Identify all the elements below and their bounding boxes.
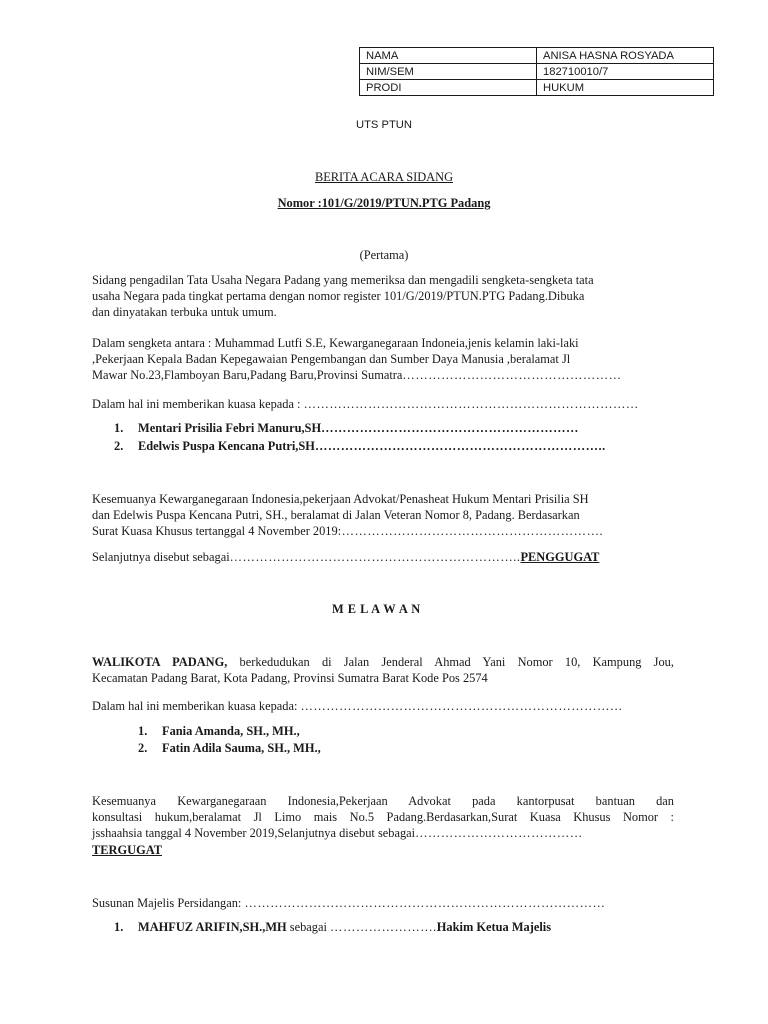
- intro-line: Sidang pengadilan Tata Usaha Negara Padang yang memeriksa dan mengadili sengketa-sengketa tata: [92, 273, 594, 287]
- versus-heading: M E L A W A N: [332, 602, 421, 616]
- note-line-wrap: [92, 523, 674, 539]
- attorney-dots: ……………………………………………………: [321, 421, 579, 435]
- identity-value: ANISA HASNA ROSYADA: [537, 48, 714, 64]
- note-line: Surat Kuasa Khusus tertanggal 4 November 2019: [92, 524, 338, 538]
- doc-title-wrap: [0, 169, 768, 185]
- defendant-paragraph: [92, 654, 674, 686]
- note-line: jsshaahsia tanggal 4 November 2019,Selanjutnya disebut sebagai: [92, 826, 416, 840]
- defendant-line: berkedudukan di Jalan Jenderal Ahmad Yani Nomor 10, Kampung Jou,: [227, 655, 674, 669]
- plaintiff-line-wrap: [92, 367, 674, 383]
- plaintiff-paragraph: [92, 335, 674, 383]
- identity-label: NAMA: [360, 48, 537, 64]
- plaintiff-line: ,Pekerjaan Kepala Badan Kepegawaian Pengembangan dan Sumber Daya Manusia ,beralamat Jl: [92, 352, 571, 366]
- plaintiff-power: [92, 396, 639, 412]
- plaintiff-line: Mawar No.23,Flamboyan Baru,Padang Baru,Provinsi Sumatra: [92, 368, 403, 382]
- panel-member-item: [114, 919, 551, 935]
- identity-value: 182710010/7: [537, 64, 714, 80]
- defendant-power-text: Dalam hal ini memberikan kuasa kepada:: [92, 699, 301, 713]
- plaintiff-attorney-item: [114, 420, 579, 436]
- intro-paragraph: [92, 272, 674, 320]
- defendant-line: Kecamatan Padang Barat, Kota Padang, Provinsi Sumatra Barat Kode Pos 2574: [92, 671, 488, 685]
- member-as: sebagai: [286, 920, 331, 934]
- attorney-name: Mentari Prisilia Febri Manuru,SH: [138, 421, 322, 435]
- defendant-power: [92, 698, 623, 714]
- note-line: Kesemuanya Kewarganegaraan Indonesia,Pekerjaan Advokat pada kantorpusat bantuan dan: [92, 794, 674, 808]
- intro-line: usaha Negara pada tingkat pertama dengan nomor register 101/G/2019/PTUN.PTG Padang.Dibuka: [92, 289, 585, 303]
- plaintiff-line-dots: ……………………………………………: [402, 368, 622, 382]
- identity-label: NIM/SEM: [360, 64, 537, 80]
- member-dots: …………………….: [330, 920, 437, 934]
- defendant-note: [92, 793, 674, 841]
- defendant-attorney-item: [138, 723, 300, 739]
- note-line: dan Edelwis Puspa Kencana Putri, SH., beralamat di Jalan Veteran Nomor 8, Padang. Berdasarkan: [92, 508, 580, 522]
- list-number: 2.: [138, 741, 148, 755]
- referred-dots: …………………………………………………………..: [229, 550, 521, 564]
- identity-label: PRODI: [360, 80, 537, 96]
- identity-row: [360, 80, 714, 96]
- note-line: Kesemuanya Kewarganegaraan Indonesia,pekerjaan Advokat/Penasheat Hukum Mentari Prisilia SH: [92, 492, 589, 506]
- exam-title: UTS PTUN: [356, 119, 412, 131]
- plaintiff-note: [92, 491, 674, 539]
- panel-intro-text: Susunan Majelis Persidangan:: [92, 896, 245, 910]
- panel-intro-dots: …………………………………………………………………………: [244, 896, 606, 910]
- plaintiff-line: Dalam sengketa antara : Muhammad Lutfi S.E, Kewarganegaraan Indoneia,jenis kelamin laki-laki: [92, 336, 579, 350]
- plaintiff-power-text: Dalam hal ini memberikan kuasa kepada :: [92, 397, 304, 411]
- plaintiff-role: PENGGUGAT: [520, 550, 600, 564]
- note-line: konsultasi hukum,beralamat Jl Limo mais No.5 Padang.Berdasarkan,Surat Kuasa Khusus Nomor :: [92, 810, 674, 824]
- attorney-name: Edelwis Puspa Kencana Putri,SH: [138, 439, 315, 453]
- list-number: 1.: [138, 724, 148, 738]
- attorney-name: Fania Amanda, SH., MH.,: [162, 724, 300, 738]
- member-role: Hakim Ketua Majelis: [436, 920, 552, 934]
- plaintiff-referred: [92, 549, 599, 565]
- defendant-role: TERGUGAT: [92, 843, 162, 857]
- intro-line: dan dinyatakan terbuka untuk umum.: [92, 305, 277, 319]
- referred-text: Selanjutnya disebut sebagai: [92, 550, 230, 564]
- identity-row: [360, 64, 714, 80]
- defendant-line-wrap: [92, 654, 674, 670]
- note-dots: :…………………………………………………….: [337, 524, 604, 538]
- member-name: MAHFUZ ARIFIN,SH.,MH: [138, 920, 287, 934]
- list-number: 1.: [114, 421, 124, 435]
- defendant-name: WALIKOTA PADANG,: [92, 655, 228, 669]
- note-dots: …………………………………: [415, 826, 583, 840]
- identity-row: [360, 48, 714, 64]
- identity-value: HUKUM: [537, 80, 714, 96]
- defendant-power-dots: …………………………………………………………………: [300, 699, 623, 713]
- list-number: 2.: [114, 439, 124, 453]
- list-number: 1.: [114, 920, 124, 934]
- doc-title: BERITA ACARA SIDANG: [314, 170, 454, 184]
- panel-intro: [92, 895, 605, 911]
- plaintiff-power-dots: ……………………………………………………………………: [303, 397, 639, 411]
- identity-table: [359, 47, 714, 96]
- defendant-attorney-item: [138, 740, 321, 756]
- attorney-name: Fatin Adila Sauma, SH., MH.,: [162, 741, 321, 755]
- attorney-dots: …………………………………………………………..: [314, 439, 606, 453]
- doc-number: Nomor :101/G/2019/PTUN.PTG Padang: [277, 196, 491, 210]
- plaintiff-attorney-item: [114, 438, 606, 454]
- note-line-wrap: [92, 825, 674, 841]
- doc-level: (Pertama): [359, 248, 409, 262]
